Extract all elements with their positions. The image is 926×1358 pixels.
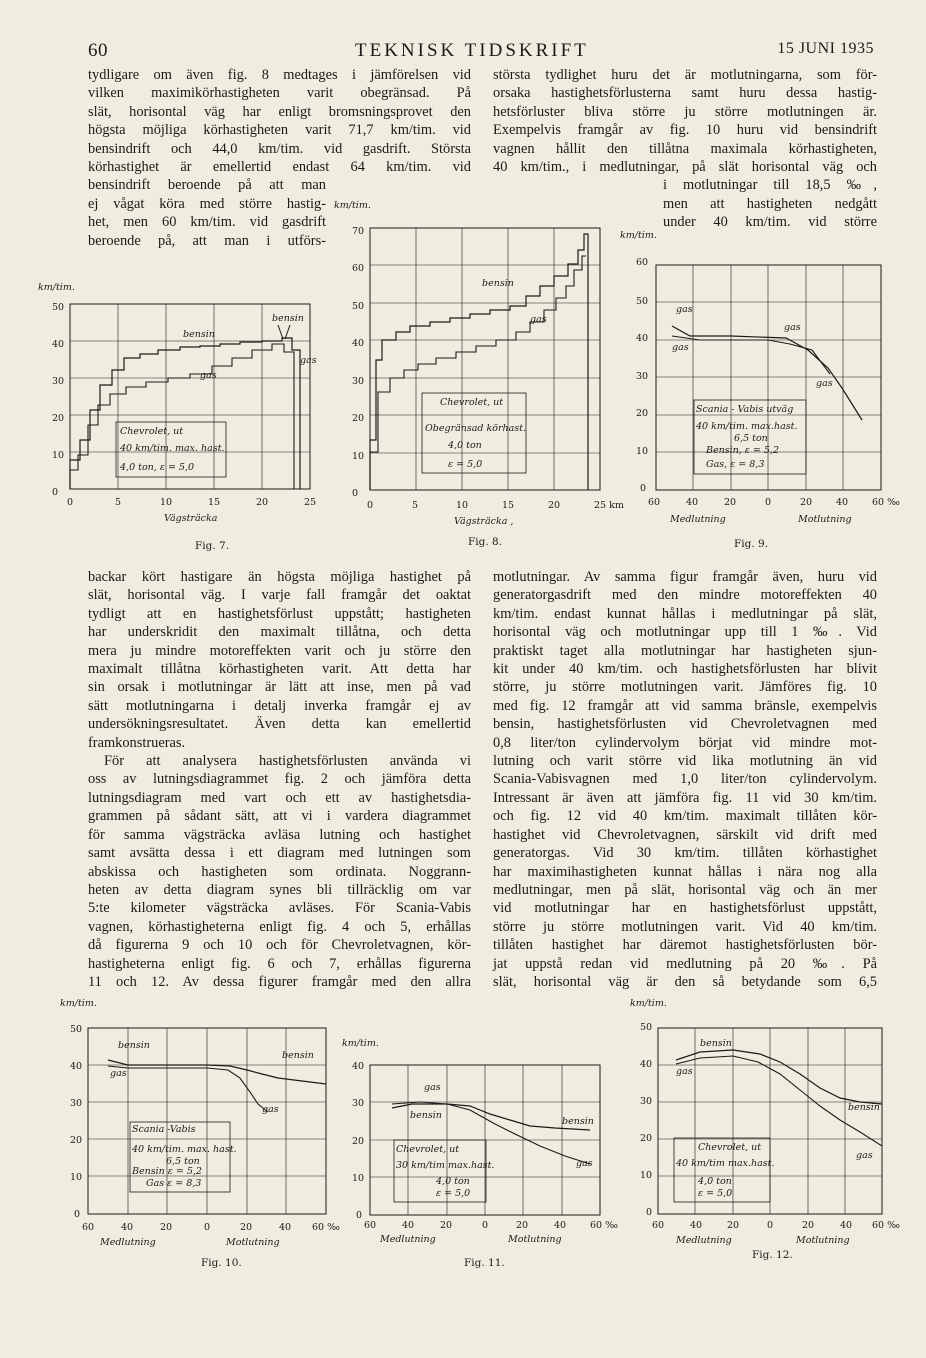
fig9-ytick: 10 <box>636 446 649 457</box>
fig10-box-line: 6,5 ton <box>166 1156 200 1167</box>
fig8-box-line: ε = 5,0 <box>448 459 483 470</box>
fig10-xtick: 40 <box>121 1222 134 1233</box>
fig7-box-line: Chevrolet, ut <box>120 426 184 437</box>
fig12-box-line: Chevrolet, ut <box>698 1142 762 1153</box>
fig8-box-line: 4,0 ton <box>448 440 482 451</box>
fig11-gas-label-2: gas <box>576 1158 593 1169</box>
fig9-caption: Fig. 9. <box>734 538 769 550</box>
text-line: heten av detta diagram synes bli tillräcklig om var <box>88 881 471 898</box>
text-line: Exempelvis framgår av fig. 10 huru vid bensindrift <box>493 122 877 139</box>
fig8-xtick: 25 km <box>594 500 624 511</box>
text-line: km/tim. endast kunnat hållas i medlutningar på slät, <box>493 605 877 622</box>
text-line: vid motlutningar har en hastighetsförlust uppstått, <box>493 900 877 917</box>
fig12-ytick: 40 <box>640 1059 653 1070</box>
text-line: 0,8 liter/ton cylindervolym börjat vid mindre mot- <box>493 734 877 751</box>
text-line: hastighet vid Chevroletvagnen, särskilt vid drift med <box>493 826 877 843</box>
text-line: mera ju mindre motoreffekten varit och ju större den <box>88 642 471 659</box>
text-line: jat uppstå redan vid medlutning på 20 ‰. På <box>493 955 877 972</box>
fig11-ytick: 0 <box>356 1210 363 1221</box>
fig9-box-line: Bensin, ε = 5,2 <box>706 445 779 456</box>
fig8-xtick: 5 <box>412 500 419 511</box>
fig11-xtick: 60 <box>364 1220 377 1231</box>
fig7-xtick: 10 <box>160 497 173 508</box>
fig11-ytick: 10 <box>352 1173 365 1184</box>
fig8-xtick: 10 <box>456 500 469 511</box>
text-line: slät, horisontal väg är den så betydande som 6,5 <box>493 973 877 990</box>
fig8-ytick: 40 <box>352 338 365 349</box>
text-line: undersökningsresultatet. Även detta kan emellertid <box>88 716 471 733</box>
fig12-medlutning: Medlutning <box>676 1235 732 1246</box>
fig10-ytick: 20 <box>70 1135 83 1146</box>
fig10-bensin-line <box>108 1060 326 1084</box>
fig12-ytick: 50 <box>640 1022 653 1033</box>
text-line: större, ju större motlutningen varit. Jämföres fig. 10 <box>493 679 877 696</box>
fig11-box-line: ε = 5,0 <box>436 1188 471 1199</box>
fig7-unit: km/tim. <box>38 282 75 293</box>
fig8-xtick: 0 <box>367 500 374 511</box>
fig10-xtick: 20 <box>160 1222 173 1233</box>
fig8-ytick: 10 <box>352 451 365 462</box>
fig12-ytick: 10 <box>640 1170 653 1181</box>
fig8-ytick: 50 <box>352 301 365 312</box>
text-line: vilken maximikörhastigheten varit obegränsad. På <box>88 85 471 102</box>
fig10-xtick: 40 <box>279 1222 292 1233</box>
fig7-ytick: 20 <box>52 413 65 424</box>
fig9-xtick: 20 <box>724 497 737 508</box>
fig9-frame <box>656 265 881 490</box>
fig11-unit: km/tim. <box>342 1038 379 1049</box>
text-line: slät, horisontal väg har enligt bromsningsprovet den <box>88 103 471 120</box>
fig9-grid <box>656 265 881 490</box>
text-line: men att hastigheten nedgått <box>663 195 877 212</box>
fig10-medlutning: Medlutning <box>100 1237 156 1248</box>
fig9-ytick: 30 <box>636 371 649 382</box>
text-line: Scania-Vabisvagnen med 1,0 liter/ton cylindervolym. <box>493 771 877 788</box>
fig12-unit: km/tim. <box>630 998 667 1009</box>
text-line: horisontal väg och motlutningar upp till 1 ‰. Vid <box>493 624 877 641</box>
fig9-box-line: Gas, ε = 8,3 <box>706 459 765 470</box>
fig12-bensin-label-2: bensin <box>848 1102 880 1113</box>
fig9-ytick: 60 <box>636 257 649 268</box>
fig9-ytick: 50 <box>636 296 649 307</box>
fig7-ytick: 40 <box>52 339 65 350</box>
fig7-gas-label-2: gas <box>300 355 317 366</box>
fig11-gas-label: gas <box>424 1082 441 1093</box>
text-line: i motlutningar till 18,5 ‰, <box>663 177 877 194</box>
fig12-xtick: 60 <box>652 1220 665 1231</box>
fig9-gas-label: gas <box>676 304 693 315</box>
fig12-box-line: ε = 5,0 <box>698 1188 733 1199</box>
fig12-ytick: 30 <box>640 1096 653 1107</box>
fig10-xtick: 60 <box>82 1222 95 1233</box>
text-line: och fig. 12 vid 40 km/tim. maximalt tillåten kör- <box>493 808 877 825</box>
fig10-xtick: 60 ‰ <box>312 1222 340 1233</box>
text-line: sätt motlutningarna i detalj inverka framgår ej av <box>88 697 471 714</box>
text-line: största tydlighet huru det är motlutningarna, som för- <box>493 67 877 83</box>
fig11-xtick: 20 <box>516 1220 529 1231</box>
fig12-motlutning: Motlutning <box>796 1235 850 1246</box>
fig11-box-line: 4,0 ton <box>436 1176 470 1187</box>
fig11-box-line: Chevrolet, ut <box>396 1144 460 1155</box>
fig11-ytick: 20 <box>352 1136 365 1147</box>
fig9-ytick: 20 <box>636 408 649 419</box>
fig12-gas-label: gas <box>676 1066 693 1077</box>
text-line: tillåten hastighet har däremot hastighetsförlusten bör- <box>493 937 877 954</box>
text-line: bensin, hastighetsförlusten vid Chevroletvagnen med <box>493 716 877 733</box>
fig7-xtick: 20 <box>256 497 269 508</box>
fig9-xtick: 20 <box>800 497 813 508</box>
text-line: motlutningar. Av samma figur framgår även, huru vid <box>493 569 877 585</box>
text-line: medlutningar, men på slät, horisontal väg och än mer <box>493 881 877 898</box>
fig10-caption: Fig. 10. <box>201 1257 242 1269</box>
fig12-xtick: 20 <box>727 1220 740 1231</box>
fig11-ytick: 30 <box>352 1098 365 1109</box>
fig8-bensin-line <box>370 234 588 490</box>
fig9-medlutning: Medlutning <box>670 514 726 525</box>
fig9-box-line: Scania - Vabis utväg <box>696 404 794 415</box>
fig11-ytick: 40 <box>352 1061 365 1072</box>
fig8-grid <box>370 228 600 490</box>
fig7-xtick: 15 <box>208 497 221 508</box>
fig8-box-line: Chevrolet, ut <box>440 397 504 408</box>
text-line: för samma vägsträcka avläsa lutning och hastighet <box>88 826 471 843</box>
fig10-ytick: 50 <box>70 1024 83 1035</box>
text-line: högsta möjliga körhastigheten varit 71,7 km/tim. vid <box>88 122 471 139</box>
fig11-box-line: 30 km/tim max.hast. <box>396 1160 495 1171</box>
text-line: under 40 km/tim. vid större <box>663 214 877 231</box>
fig9-ytick: 0 <box>640 483 647 494</box>
fig10-box-line: Gas ε = 8,3 <box>146 1178 202 1189</box>
fig11-xtick: 40 <box>402 1220 415 1231</box>
fig10-ytick: 30 <box>70 1098 83 1109</box>
fig9-gas-label-4: gas <box>816 378 833 389</box>
fig10-gas-line <box>108 1066 268 1112</box>
fig9-box-line: 6,5 ton <box>734 433 768 444</box>
text-line: större ju större motlutningen varit. Vid 40 km/tim. <box>493 918 877 935</box>
fig12-caption: Fig. 12. <box>752 1249 793 1261</box>
issue-date: 15 JUNI 1935 <box>777 40 874 57</box>
text-line: då figurerna 9 och 10 och för Chevroletvagnen, kör- <box>88 937 471 954</box>
fig10-xtick: 20 <box>240 1222 253 1233</box>
text-line: generatorgasdrift med den mindre motoreffekten 40 <box>493 587 877 604</box>
fig12-xtick: 60 ‰ <box>872 1220 900 1231</box>
fig11-motlutning: Motlutning <box>508 1234 562 1245</box>
text-line: slät, horisontal väg. I varje fall framgår det oaktat <box>88 587 471 604</box>
text-line: lutningsdiagram med vart och ett av hastighetsdia- <box>88 789 471 806</box>
fig10-gas-label: gas <box>110 1068 127 1079</box>
fig8-ytick: 70 <box>352 226 365 237</box>
text-line: har maximihastigheten kunnat hållas i nära nog alla <box>493 863 877 880</box>
page-number: 60 <box>88 40 108 61</box>
text-line: maximalt tillåtna körhastigheten varit. Att detta har <box>88 661 471 678</box>
fig12-gas-label-2: gas <box>856 1150 873 1161</box>
journal-title: TEKNISK TIDSKRIFT <box>355 40 589 61</box>
fig10-xtick: 0 <box>204 1222 211 1233</box>
text-line: vagnen hållit den tillåtna maximala körhastigheten, <box>493 140 877 157</box>
fig10-box-line: Bensin ε = 5,2 <box>132 1166 202 1177</box>
fig12-xtick: 0 <box>767 1220 774 1231</box>
text-line: Intressant är även att jämföra fig. 11 vid 30 km/tim. <box>493 789 877 806</box>
fig8-xtick: 15 <box>502 500 515 511</box>
fig7-xlabel: Vägsträcka <box>164 513 218 524</box>
fig12-box-line: 40 km/tim max.hast. <box>676 1158 775 1169</box>
fig8-chart <box>370 228 600 490</box>
text-line: grammen på sådant sätt, att vi i vardera diagrammet <box>88 808 471 825</box>
text-line: bensindrift beroende på att man <box>88 177 326 194</box>
text-line: oss av lutningsdiagrammet fig. 2 och jämföra detta <box>88 771 471 788</box>
text-line: 5:te kilometer vägsträcka avläses. För Scania-Vabis <box>88 900 471 917</box>
text-line: abskissa och hastigheten som ordinata. Noggrann- <box>88 863 471 880</box>
text-line: För att analysera hastighetsförlusten använda vi <box>104 753 471 770</box>
fig11-xtick: 0 <box>482 1220 489 1231</box>
fig10-bensin-label-2: bensin <box>282 1050 314 1061</box>
fig12-box-line: 4,0 ton <box>698 1176 732 1187</box>
fig7-xtick: 25 <box>304 497 317 508</box>
text-line: hastigheterna enligt fig. 6 och 7, erhållas figurerna <box>88 955 471 972</box>
text-line: med fig. 12 framgår att vid samma bränsle, exempelvis <box>493 697 877 714</box>
text-line: sin orsak i motlutningar är lätt att inse, men på vad <box>88 679 471 696</box>
text-line: orsaka hastighetsförlusterna samt huru dessa hastig- <box>493 85 877 102</box>
fig7-xtick: 5 <box>115 497 122 508</box>
text-line: har underskridit den maximalt tillåtna, och detta <box>88 624 471 641</box>
text-line: samt avsätta dessa i ett diagram med lutningen som <box>88 845 471 862</box>
fig9-gas-label-3: gas <box>784 322 801 333</box>
text-line: vagnen, körhastigheterna enligt fig. 4 och 5, erhållas <box>88 918 471 935</box>
text-line: kit under 40 km/tim. och hastighetsförlusten har blivit <box>493 661 877 678</box>
fig9-xtick: 60 <box>648 497 661 508</box>
fig10-gas-label-2: gas <box>262 1104 279 1115</box>
fig9-motlutning: Motlutning <box>798 514 852 525</box>
fig7-leader <box>278 325 283 339</box>
fig8-caption: Fig. 8. <box>468 536 503 548</box>
fig8-gas-label: gas <box>530 314 547 325</box>
fig10-motlutning: Motlutning <box>226 1237 280 1248</box>
fig7-ytick: 10 <box>52 450 65 461</box>
fig7-caption: Fig. 7. <box>195 540 230 552</box>
fig9-ytick: 40 <box>636 333 649 344</box>
fig7-box-line: 40 km/tim. max. hast. <box>120 443 225 454</box>
fig10-bensin-label: bensin <box>118 1040 150 1051</box>
fig10-ytick: 10 <box>70 1172 83 1183</box>
fig10-ytick: 0 <box>74 1209 81 1220</box>
fig9-xtick: 40 <box>686 497 699 508</box>
text-line: het, men 60 km/tim. vid gasdrift <box>88 214 326 231</box>
fig12-ytick: 0 <box>646 1207 653 1218</box>
fig7-bensin-label: bensin <box>183 329 215 340</box>
text-line: lutning och varit större vid lika motlutning än vid <box>493 753 877 770</box>
fig8-unit: km/tim. <box>334 200 371 211</box>
fig7-box-line: 4,0 ton, ε = 5,0 <box>120 462 195 473</box>
fig10-box-line: Scania -Vabis <box>132 1124 196 1135</box>
fig10-box-line: 40 km/tim. max. hast. <box>132 1144 237 1155</box>
text-line: hetsförluster bliva större ju större motlutningen är. <box>493 103 877 120</box>
fig7-ytick: 0 <box>52 487 59 498</box>
fig11-xtick: 60 ‰ <box>590 1220 618 1231</box>
fig12-gas-line <box>676 1056 882 1146</box>
text-line: praktiskt taget alla motlutningar har hastigheten sjun- <box>493 642 877 659</box>
fig10-unit: km/tim. <box>60 998 97 1009</box>
fig11-xtick: 20 <box>440 1220 453 1231</box>
fig8-frame <box>370 228 600 490</box>
fig7-ytick: 30 <box>52 376 65 387</box>
text-line: 11 och 12. Av dessa figurer framgår med den allra <box>88 973 471 990</box>
fig9-unit: km/tim. <box>620 230 657 241</box>
fig12-xtick: 40 <box>840 1220 853 1231</box>
fig8-xlabel: Vägsträcka , <box>454 516 514 527</box>
fig9-chart <box>656 265 881 490</box>
text-line: ej vågat köra med större hastig- <box>88 195 326 212</box>
text-line: beroende på, att man i utförs- <box>88 232 326 249</box>
fig8-gas-line <box>370 256 586 490</box>
text-line: backar kört hastigare än högsta möjliga hastighet på <box>88 569 471 585</box>
fig11-medlutning: Medlutning <box>380 1234 436 1245</box>
fig9-xtick: 40 <box>836 497 849 508</box>
text-line: generatorgas. Vid 30 km/tim. tillåten körhastighet <box>493 845 877 862</box>
text-line: 40 km/tim., i medlutningar, på slät horisontal väg och <box>493 159 877 176</box>
fig7-ytick: 50 <box>52 302 65 313</box>
fig12-bensin-label: bensin <box>700 1038 732 1049</box>
fig7-xtick: 0 <box>67 497 74 508</box>
fig7-gas-label: gas <box>200 370 217 381</box>
fig7-bensin-label-2: bensin <box>272 313 304 324</box>
fig10-ytick: 40 <box>70 1061 83 1072</box>
fig12-xtick: 20 <box>802 1220 815 1231</box>
fig8-ytick: 60 <box>352 263 365 274</box>
fig11-bensin-label-2: bensin <box>562 1116 594 1127</box>
fig9-xtick: 60 ‰ <box>872 497 900 508</box>
fig8-box-line: Obegränsad körhast. <box>425 423 527 434</box>
fig8-ytick: 30 <box>352 376 365 387</box>
fig8-ytick: 0 <box>352 488 359 499</box>
fig12-xtick: 40 <box>690 1220 703 1231</box>
text-line: körhastighet är emellertid endast 64 km/tim. vid <box>88 159 471 176</box>
fig11-caption: Fig. 11. <box>464 1257 505 1269</box>
fig11-xtick: 40 <box>554 1220 567 1231</box>
fig12-ytick: 20 <box>640 1133 653 1144</box>
fig8-xtick: 20 <box>548 500 561 511</box>
fig7-leader <box>285 325 290 339</box>
text-line: tydligare om även fig. 8 medtages i jämförelsen vid <box>88 67 471 83</box>
fig11-bensin-label: bensin <box>410 1110 442 1121</box>
fig9-xtick: 0 <box>765 497 772 508</box>
fig9-box-line: 40 km/tim. max.hast. <box>696 421 798 432</box>
text-line: bensindrift och 44,0 km/tim. vid gasdrift. Största <box>88 140 471 157</box>
text-line: tydligt att en hastighetsförlust uppstått; hastigheten <box>88 605 471 622</box>
text-line: framkonstrueras. <box>88 734 186 751</box>
fig8-ytick: 20 <box>352 413 365 424</box>
fig8-bensin-label: bensin <box>482 278 514 289</box>
fig9-gas-label-2: gas <box>672 342 689 353</box>
